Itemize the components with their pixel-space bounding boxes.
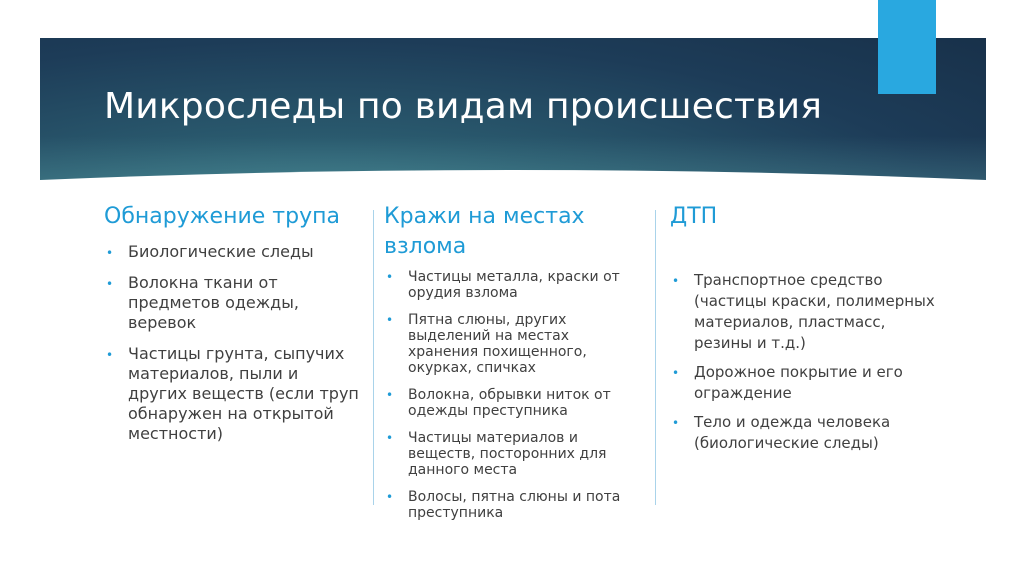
list-item-text: Частицы материалов и веществ, посторонних для данного места xyxy=(408,430,607,478)
arrowhead-bullet-icon: • xyxy=(386,388,394,402)
column-heading: Обнаружение трупа xyxy=(104,204,340,229)
list-item xyxy=(384,489,642,521)
list-item xyxy=(384,430,642,478)
column-divider xyxy=(373,210,374,505)
list-item-text: Дорожное покрытие и его ограждение xyxy=(694,363,903,402)
bullet-list xyxy=(104,242,362,444)
list-item-text: Пятна слюны, других выделений на местах хранения похищенного, окурках, спичках xyxy=(408,312,587,376)
arrowhead-bullet-icon: • xyxy=(106,348,114,362)
list-item xyxy=(670,270,940,354)
list-item-text: Транспортное средство (частицы краски, полимерных материалов, пластмасс, резины и т.д.) xyxy=(694,271,935,352)
list-item xyxy=(670,362,940,404)
column-heading: ДТП xyxy=(670,204,718,229)
column-traffic-accident xyxy=(670,202,940,462)
list-item xyxy=(384,269,642,301)
bullet-list xyxy=(384,269,642,521)
accent-block xyxy=(878,0,936,94)
arrowhead-bullet-icon: • xyxy=(386,270,394,284)
column-heading: Кражи на местах взлома xyxy=(384,204,585,259)
list-item-text: Частицы грунта, сыпучих материалов, пыли и других веществ (если труп обнаружен на открытой местности) xyxy=(128,344,359,443)
column-burglary xyxy=(384,202,642,532)
list-item xyxy=(104,344,362,444)
list-item xyxy=(670,412,940,454)
arrowhead-bullet-icon: • xyxy=(672,274,680,288)
column-body-discovery xyxy=(104,202,362,455)
banner-curve xyxy=(40,166,986,190)
column-divider xyxy=(655,210,656,505)
arrowhead-bullet-icon: • xyxy=(386,313,394,327)
list-item-text: Частицы металла, краски от орудия взлома xyxy=(408,269,620,301)
bullet-list xyxy=(670,270,940,454)
list-item-text: Биологические следы xyxy=(128,242,314,261)
arrowhead-bullet-icon: • xyxy=(386,490,394,504)
list-item xyxy=(384,387,642,419)
list-item-text: Волосы, пятна слюны и пота преступника xyxy=(408,489,621,521)
list-item-text: Тело и одежда человека (биологические следы) xyxy=(694,413,891,452)
list-item xyxy=(384,312,642,376)
arrowhead-bullet-icon: • xyxy=(672,416,680,430)
list-item-text: Волокна ткани от предметов одежды, веревок xyxy=(128,273,299,332)
arrowhead-bullet-icon: • xyxy=(386,431,394,445)
list-item xyxy=(104,242,362,262)
list-item-text: Волокна, обрывки ниток от одежды преступника xyxy=(408,387,611,419)
arrowhead-bullet-icon: • xyxy=(672,366,680,380)
arrowhead-bullet-icon: • xyxy=(106,277,114,291)
list-item xyxy=(104,273,362,333)
arrowhead-bullet-icon: • xyxy=(106,246,114,260)
slide-title: Микроследы по видам происшествия xyxy=(104,86,823,127)
